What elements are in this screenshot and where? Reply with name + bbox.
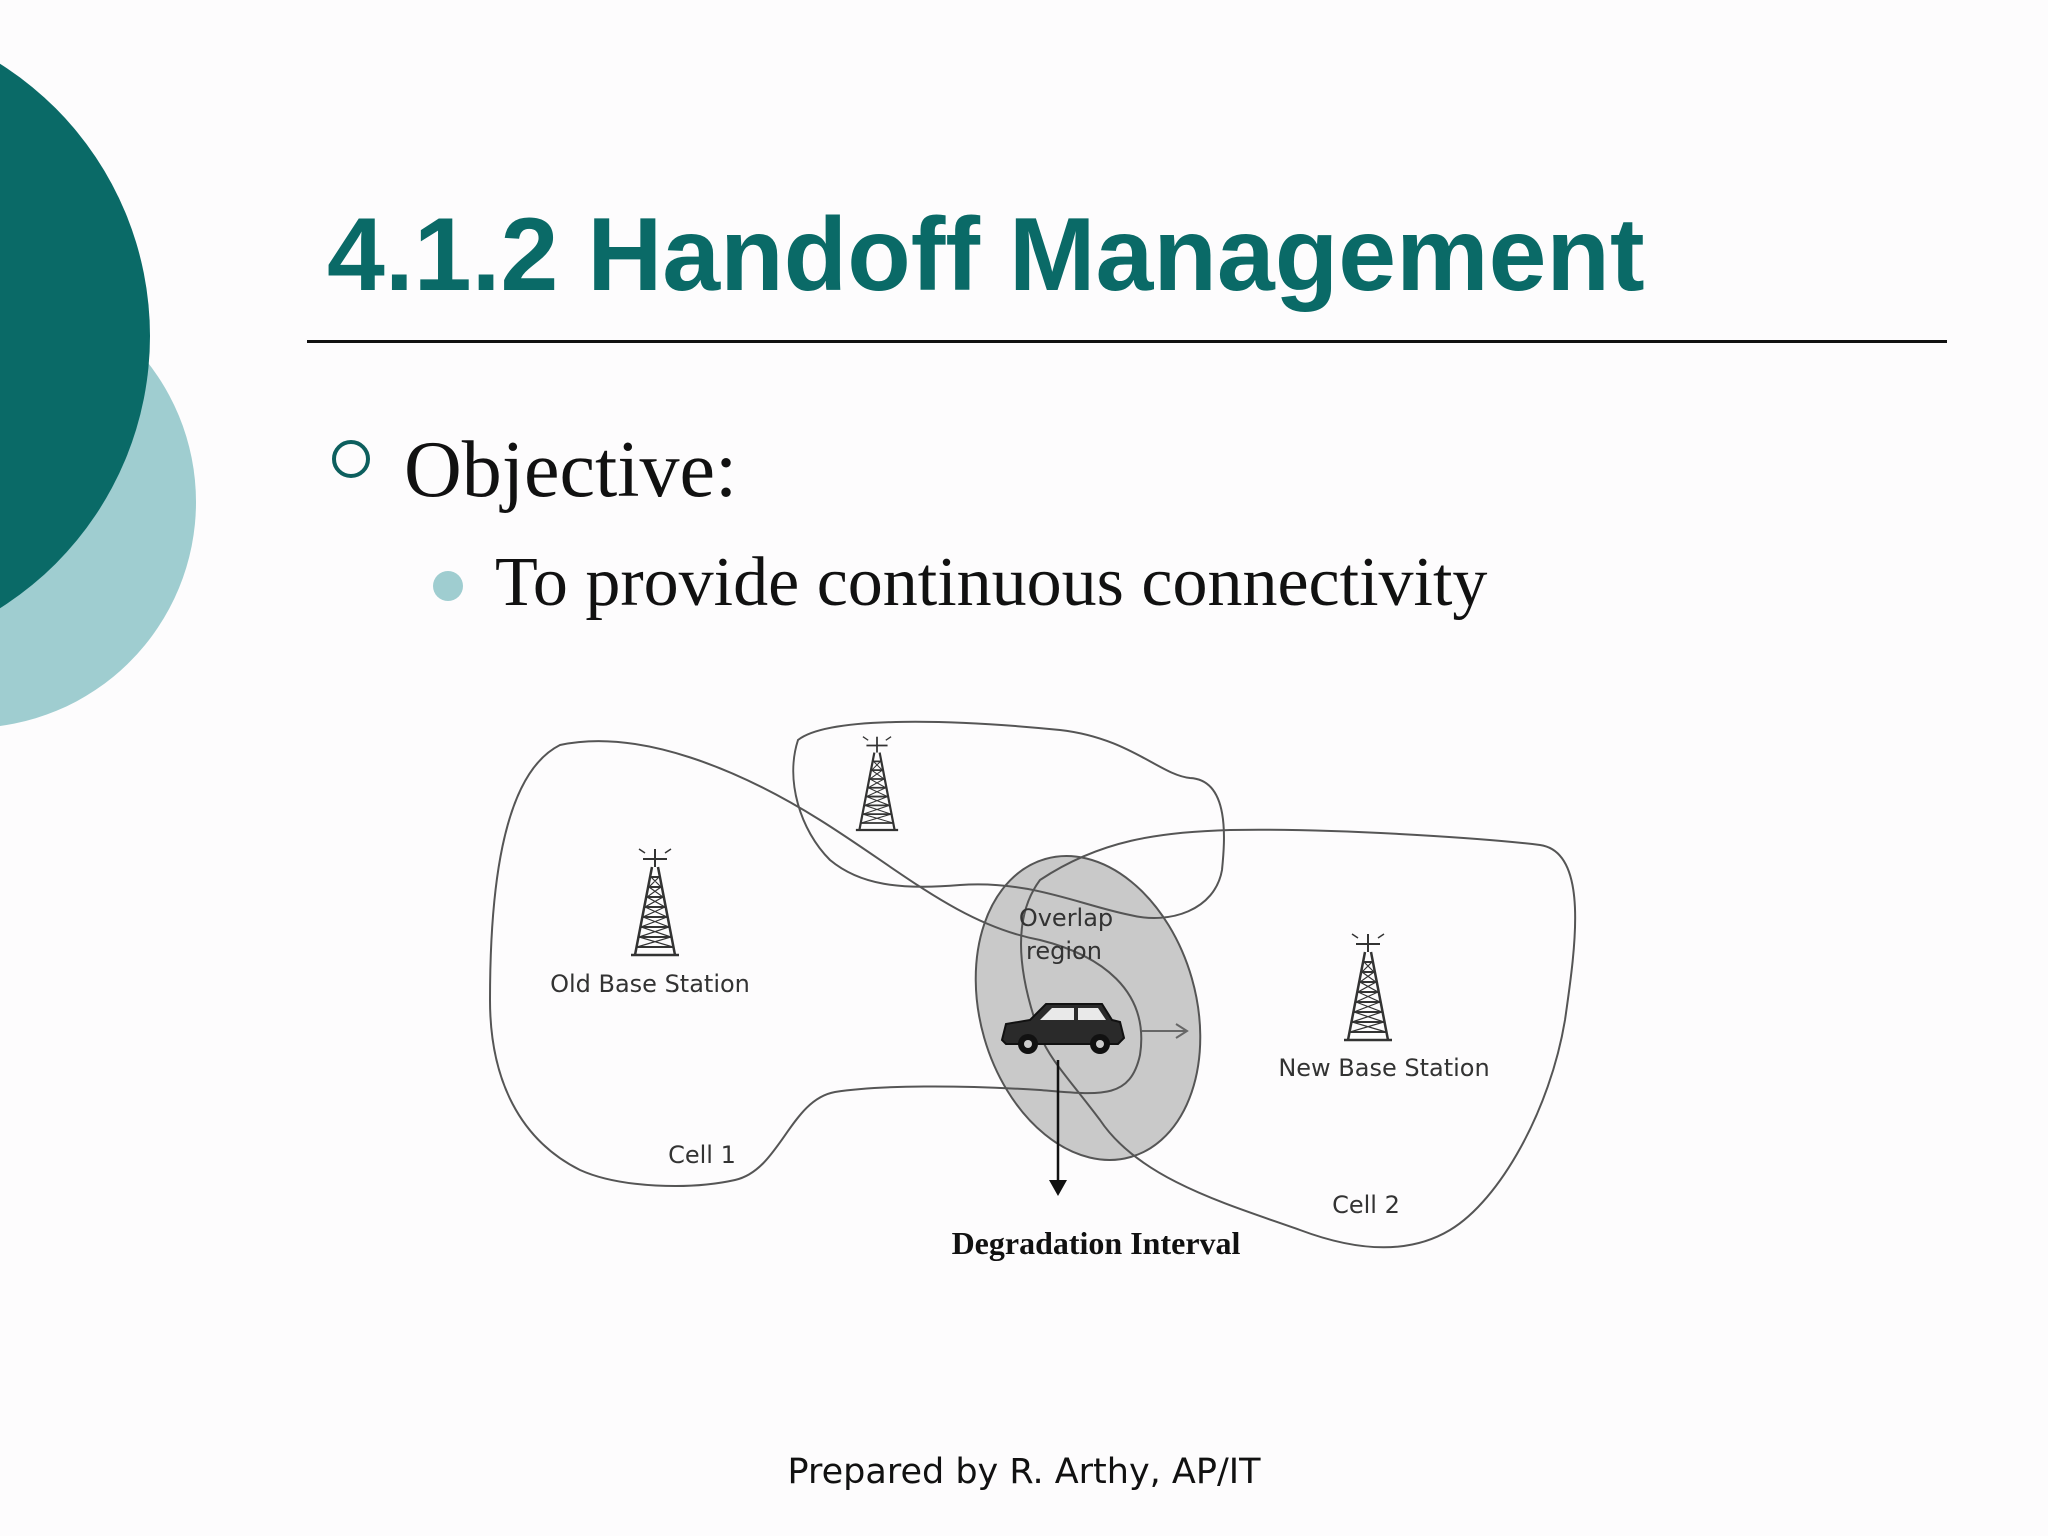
footer-credit: Prepared by R. Arthy, AP/IT	[787, 1452, 1261, 1492]
objective-text: To provide continuous connectivity	[495, 544, 1488, 621]
new-base-station-tower-icon	[1344, 934, 1392, 1040]
slide-title: 4.1.2 Handoff Management	[327, 197, 1645, 313]
overlap-label-line2: region	[1026, 937, 1102, 965]
old-base-station-tower-icon	[631, 849, 679, 955]
overlap-label-line1: Overlap	[1018, 904, 1114, 932]
new-base-station-label: New Base Station	[1278, 1054, 1490, 1082]
degradation-interval-label: Degradation Interval	[951, 1225, 1241, 1261]
old-base-station-label: Old Base Station	[550, 970, 750, 998]
cell1-label: Cell 1	[668, 1141, 736, 1169]
objective-heading: Objective:	[404, 426, 738, 514]
top-tower-icon	[856, 737, 898, 830]
cell2-label: Cell 2	[1332, 1191, 1400, 1219]
